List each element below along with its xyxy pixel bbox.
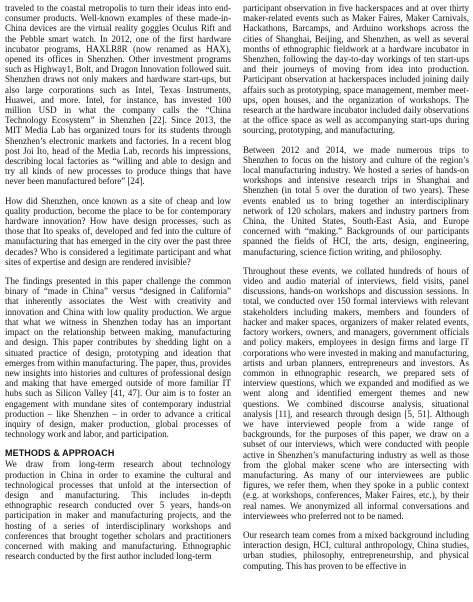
paragraph: participant observation in five hackerspaces and at over thirty maker-related events such as Maker Faires, Maker Carnivals, Hackathons, Barcamps, and Arduino workshops across the cities of Shanghai, Beijing, and Shenzhen, as well as several months of ethnographic fieldwork at a hardware incubator in Shenzhen, following the day-to-day workings of ten start-ups and their journeys of moving from idea into production. Participant observation at hackerspaces included joining daily affairs such as prototyping, space management, member meet-ups, open houses, and the organization of workshops. The research at the hardware incubator included daily observations at the office space as well as accompanying start-ups during sourcing, prototyping, and manufacturing. <box>243 3 469 136</box>
paragraph: We draw from long-term research about technology production in China in order to examine the cultural and technological processes that unfold at the intersection of design and manufacturing. This includes in-depth ethnographic research conducted over 5 years, hands-on participation in maker and manufacturing projects, and the hosting of a series of interdisciplinary workshops and conferences that brought together scholars and practitioners concerned with making and manufacturing. Ethnographic research conducted by the first author included long-term <box>5 459 231 562</box>
paragraph: Between 2012 and 2014, we made numerous trips to Shenzhen to focus on the history and culture of the region’s local manufacturing industry. We hosted a series of hands-on workshops and intensive research trips in Shanghai and Shenzhen (in total 5 over the duration of two years). These events enabled us to bring together an interdisciplinary network of 120 scholars, makers and industry partners from China, the United States, South-East Asia, and Europe concerned with “making.” Backgrounds of our participants spanned the fields of HCI, the arts, design, engineering, manufacturing, science fiction writing, and philosophy. <box>243 144 469 257</box>
paragraph: Our research team comes from a mixed background including interaction design, HCI, cultural anthropology, China studies, urban studies, philosophy, entrepreneurship, and physical computing. This has proven to be effective in <box>243 529 469 571</box>
paragraph: The findings presented in this paper challenge the common binary of “made in China” versus “designed in California” that inherently associates the West with creativity and innovation and China with low quality production. We argue that what we witness in Shenzhen today has an important impact on the relationship between making, manufacturing and design. This paper contributes by shedding light on a situated practice of design, prototyping and ideation that emerges from within manufacturing. The paper, thus, provides new insights into histories and cultures of professional design and making that have emerged outside of more familiar IT hubs such as Silicon Valley [41, 47]. Our aim is to foster an engagement with mundane sites of contemporary industrial production – like Shenzhen – in order to advance a critical inquiry of design, maker production, global processes of technology work and labor, and participation. <box>5 276 231 440</box>
paragraph: Throughout these events, we collated hundreds of hours of video and audio material of interviews, field visits, panel discussions, hands-on workshops and discussion sessions. In total, we conducted over 150 formal interviews with relevant stakeholders including makers, members and founders of hacker and maker spaces, organizers of maker related events, factory workers, owners, and managers, government officials and policy makers, employees in design firms and large IT corporations who were invested in making and manufacturing, artists and urban planners, entrepreneurs and investors. As common in ethnographic research, we prepared sets of interview questions, which we expanded and modified as we went along and identified emergent themes and new questions. We combined discourse analysis, situational analysis [11], and research through design [5, 51]. Although we have interviewed people from a wide range of backgrounds, for the purposes of this paper, we draw on a subset of our interviews, which were conducted with people active in Shenzhen’s manufacturing industry as well as those from the global maker scene who are intersecting with manufacturing. As many of our interviewees are public figures, we refer them, when they spoke in a public context (e.g. at workshops, conferences, Maker Faires, etc.), by their real names. We anonymized all informal conversations and interviewees who preferred not to be named. <box>243 265 469 521</box>
paragraph: traveled to the coastal metropolis to turn their ideas into end-consumer products. Well-known examples of these made-in-China devices are the virtual reality goggles Oculus Rift and the Pebble smart watch. In 2012, one of the first hardware incubator programs, HAXLR8R (now renamed as HAX), opened its offices in Shenzhen. Other investment programs such as Highway1, Bolt, and Dragon Innovation followed suit. Shenzhen draws not only makers and hardware start-ups, but also large corporations such as Intel, Texas Instruments, Huawei, and more. Intel, for instance, has invested 100 million USD in what the company calls the “China Technology Ecosystem” in Shenzhen [22]. Since 2013, the MIT Media Lab has organized tours for its students through Shenzhen’s electronic markets and factories. In a recent blog post Joi Ito, head of the Media Lab, records his impressions, describing local factories as “willing and able to design and try all kinds of new processes to produce things that have never been manufactured before” [24]. <box>5 3 231 187</box>
paragraph: How did Shenzhen, once known as a site of cheap and low quality production, become the place to be for contemporary hardware innovation? How have design processes, such as those that Ito speaks of, developed and fed into the culture of manufacturing that has emerged in the city over the past three decades? Who is considered a legitimate participant and what sites of expertise and design are rendered invisible? <box>5 195 231 267</box>
right-column <box>243 3 469 571</box>
left-column <box>5 3 231 561</box>
section-heading: METHODS & APPROACH <box>5 448 115 459</box>
